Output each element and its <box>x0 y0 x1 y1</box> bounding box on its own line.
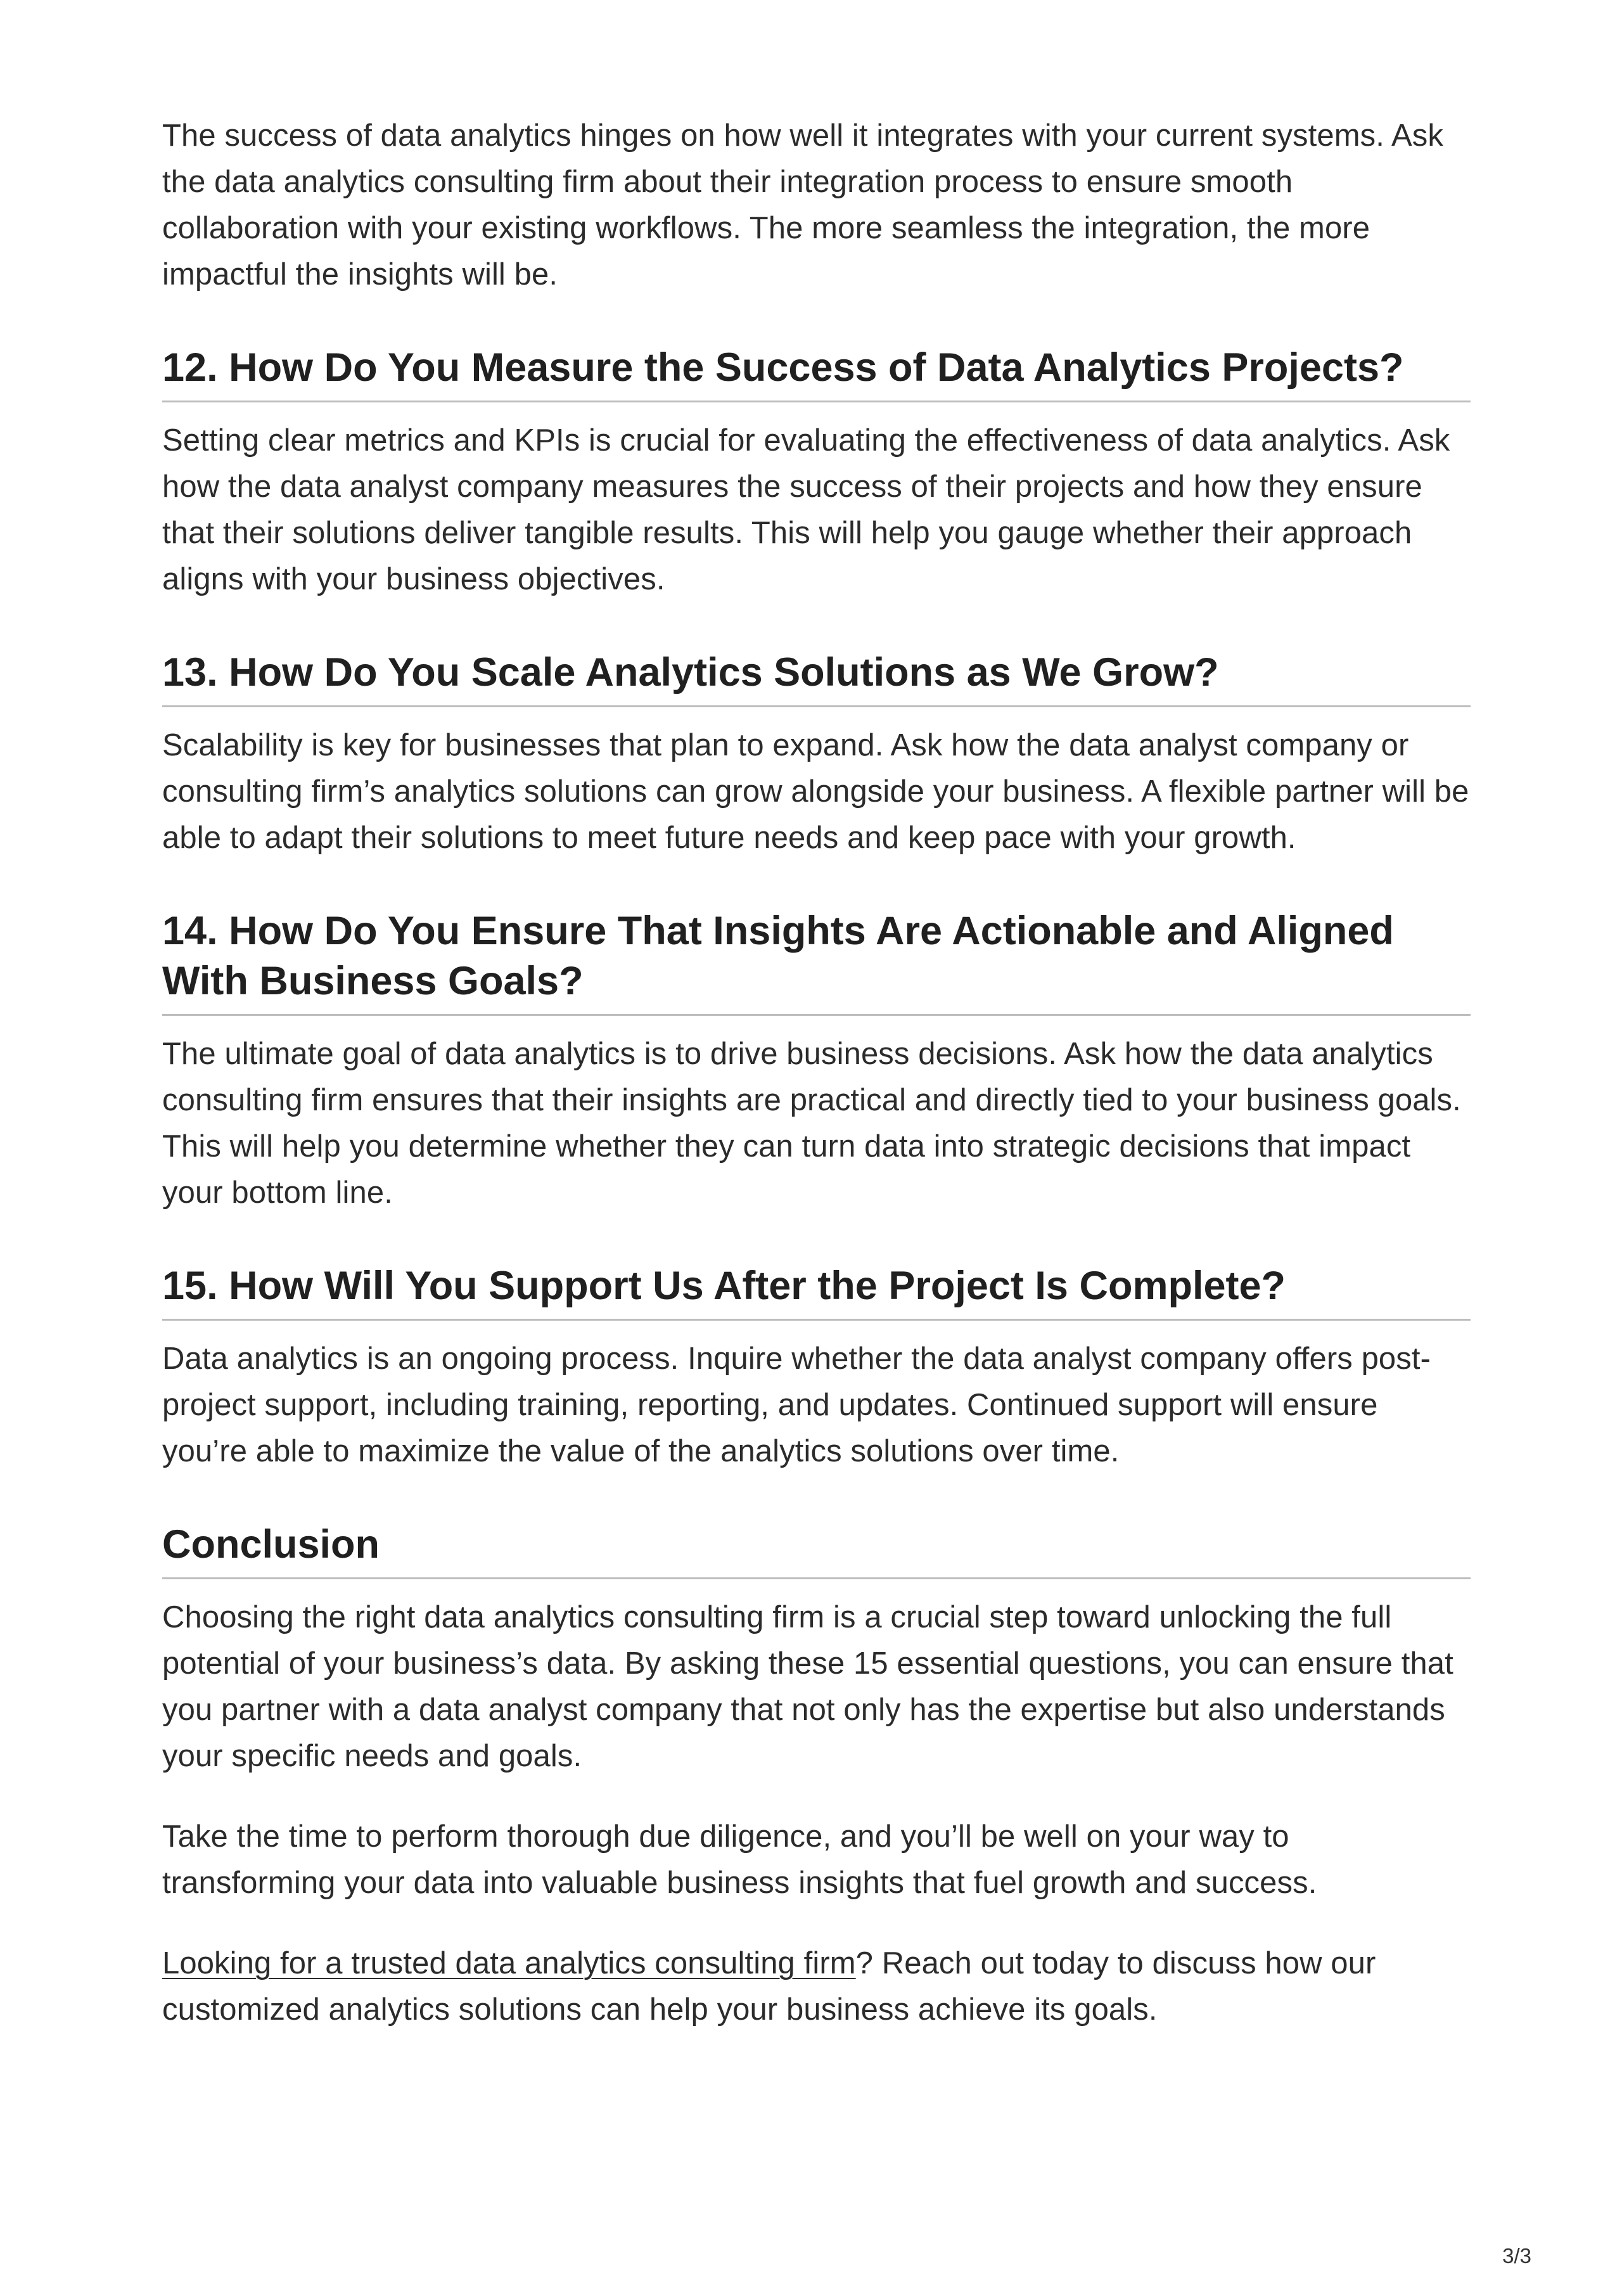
section-heading-14: 14. How Do You Ensure That Insights Are Actionable and Aligned With Business Goals? <box>162 906 1471 1016</box>
conclusion-paragraph-1: Choosing the right data analytics consulting firm is a crucial step toward unlocking the full potential of your business’s data. By asking these 15 essential questions, you can ensure that you partner with a data analyst company that not only has the expertise but also understands your specific needs and goals. <box>162 1600 1453 1773</box>
section-body-15: Data analytics is an ongoing process. Inquire whether the data analyst company offers post-project support, including training, reporting, and updates. Continued support will ensure you’re able to maximize the value of the analytics solutions over time. <box>162 1342 1431 1468</box>
article-body <box>162 113 1471 2067</box>
section-body-13: Scalability is key for businesses that plan to expand. Ask how the data analyst company or consulting firm’s analytics solutions can grow alongside your business. A flexible partner will be able to adapt their solutions to meet future needs and keep pace with your growth. <box>162 728 1469 855</box>
section-heading-15: 15. How Will You Support Us After the Project Is Complete? <box>162 1261 1471 1321</box>
call-to-action-paragraph <box>162 1940 1471 2033</box>
conclusion-heading: Conclusion <box>162 1520 1471 1579</box>
intro-paragraph: The success of data analytics hinges on how well it integrates with your current systems. Ask the data analytics consulting firm about their integration process to ensure smooth collaboration with your existing workflows. The more seamless the integration, the more impactful the insights will be. <box>162 119 1443 292</box>
conclusion-paragraph-2: Take the time to perform thorough due diligence, and you’ll be well on your way to transforming your data into valuable business insights that fuel growth and success. <box>162 1819 1317 1900</box>
call-to-action-text: ? Reach out today to discuss how our customized analytics solutions can help your business achieve its goals. <box>162 1946 1376 2027</box>
consulting-firm-link[interactable]: Looking for a trusted data analytics consulting firm <box>162 1946 856 1980</box>
section-heading-13: 13. How Do You Scale Analytics Solutions as We Grow? <box>162 648 1471 707</box>
section-body-14: The ultimate goal of data analytics is to drive business decisions. Ask how the data analytics consulting firm ensures that their insights are practical and directly tied to your business goals. This will help you determine whether they can turn data into strategic decisions that impact your bottom line. <box>162 1037 1461 1210</box>
section-heading-12: 12. How Do You Measure the Success of Data Analytics Projects? <box>162 343 1471 402</box>
section-body-12: Setting clear metrics and KPIs is crucial for evaluating the effectiveness of data analytics. Ask how the data analyst company measures the success of their projects and how they ensure that their solutions deliver tangible results. This will help you gauge whether their approach aligns with your business objectives. <box>162 423 1450 596</box>
page-number: 3/3 <box>1502 2244 1531 2267</box>
